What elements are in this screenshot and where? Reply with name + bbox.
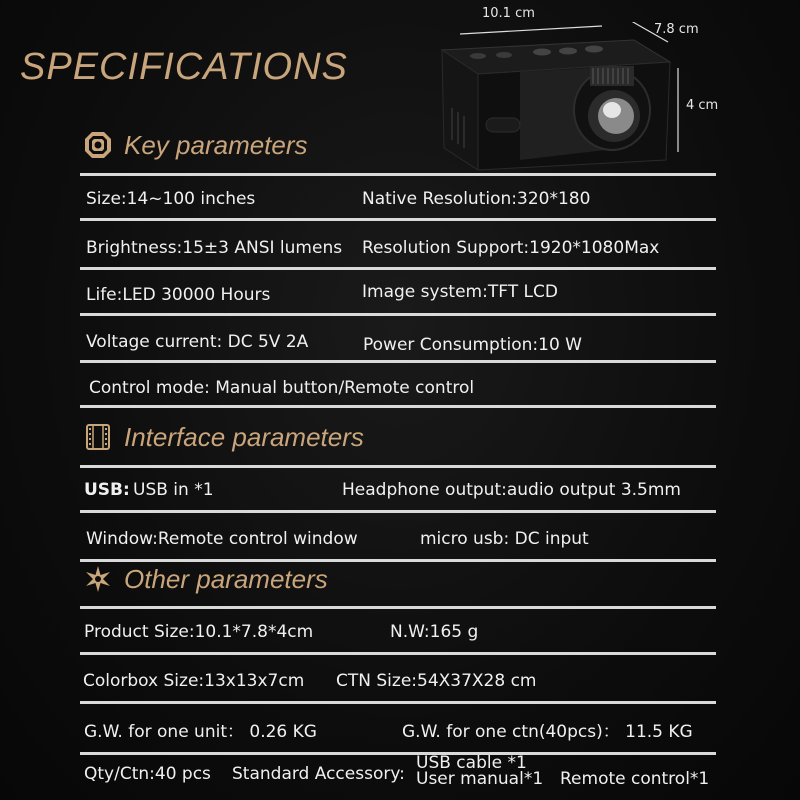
divider bbox=[80, 218, 716, 221]
table-row bbox=[80, 659, 716, 703]
spec-gross-weight-carton: G.W. for one ctn(40pcs)： 11.5 KG bbox=[402, 722, 693, 742]
spec-control-mode: Control mode: Manual button/Remote control bbox=[89, 378, 475, 398]
spec-ctn-size: CTN Size:54X37X28 cm bbox=[336, 671, 537, 691]
table-row bbox=[80, 366, 716, 410]
target-icon bbox=[84, 131, 112, 159]
spec-colorbox-size: Colorbox Size:13x13x7cm bbox=[83, 671, 305, 691]
star-icon bbox=[84, 565, 112, 593]
spec-gross-weight-unit: G.W. for one unit： 0.26 KG bbox=[84, 722, 317, 742]
spec-accessory-remote-control: Remote control*1 bbox=[560, 769, 710, 789]
spec-window: Window:Remote control window bbox=[86, 529, 358, 549]
divider bbox=[80, 701, 716, 704]
spec-image-system: Image system:TFT LCD bbox=[362, 282, 558, 302]
spec-qty-ctn: Qty/Ctn:40 pcs bbox=[84, 764, 211, 784]
dimension-height: 4 cm bbox=[686, 98, 719, 113]
divider bbox=[80, 606, 716, 609]
spec-product-size: Product Size:10.1*7.8*4cm bbox=[84, 622, 314, 642]
table-row bbox=[80, 320, 716, 364]
spec-net-weight: N.W:165 g bbox=[390, 622, 479, 642]
divider bbox=[80, 313, 716, 316]
table-row bbox=[80, 468, 716, 512]
spec-voltage: Voltage current: DC 5V 2A bbox=[86, 332, 309, 352]
table-row bbox=[80, 610, 716, 654]
divider bbox=[80, 405, 716, 408]
section-other-parameters bbox=[84, 562, 328, 596]
dimension-depth: 7.8 cm bbox=[654, 22, 699, 37]
table-row bbox=[80, 272, 716, 316]
spec-micro-usb: micro usb: DC input bbox=[420, 529, 589, 549]
table-row bbox=[80, 710, 716, 754]
spec-resolution-support: Resolution Support:1920*1080Max bbox=[362, 238, 660, 258]
spec-power: Power Consumption:10 W bbox=[363, 335, 582, 355]
spec-native-resolution: Native Resolution:320*180 bbox=[362, 189, 591, 209]
spec-accessory-user-manual: User manual*1 bbox=[416, 769, 544, 789]
spec-brightness: Brightness:15±3 ANSI lumens bbox=[86, 238, 343, 258]
divider bbox=[80, 360, 716, 363]
section-label: Key parameters bbox=[124, 129, 308, 160]
film-strip-icon bbox=[84, 423, 112, 451]
spec-usb-value: USB in *1 bbox=[133, 480, 214, 500]
divider bbox=[80, 652, 716, 655]
spec-accessory-label: Standard Accessory: bbox=[232, 764, 405, 784]
section-label: Other parameters bbox=[124, 563, 328, 594]
section-label: Interface parameters bbox=[124, 421, 364, 452]
dimension-width: 10.1 cm bbox=[482, 6, 535, 21]
table-row bbox=[80, 517, 716, 561]
divider bbox=[80, 510, 716, 513]
table-row bbox=[80, 177, 716, 221]
page-title: SPECIFICATIONS bbox=[20, 46, 348, 88]
table-row bbox=[80, 226, 716, 270]
divider bbox=[80, 173, 716, 176]
spec-life: Life:LED 30000 Hours bbox=[86, 285, 271, 305]
spec-size: Size:14~100 inches bbox=[86, 189, 256, 209]
section-key-parameters bbox=[84, 128, 308, 162]
projector-product-image bbox=[430, 22, 730, 182]
spec-headphone: Headphone output:audio output 3.5mm bbox=[342, 480, 681, 500]
spec-accessory-usb-cable: USB cable *1 bbox=[416, 753, 527, 773]
spec-usb-label: USB: bbox=[84, 480, 130, 500]
section-interface-parameters bbox=[84, 420, 364, 454]
